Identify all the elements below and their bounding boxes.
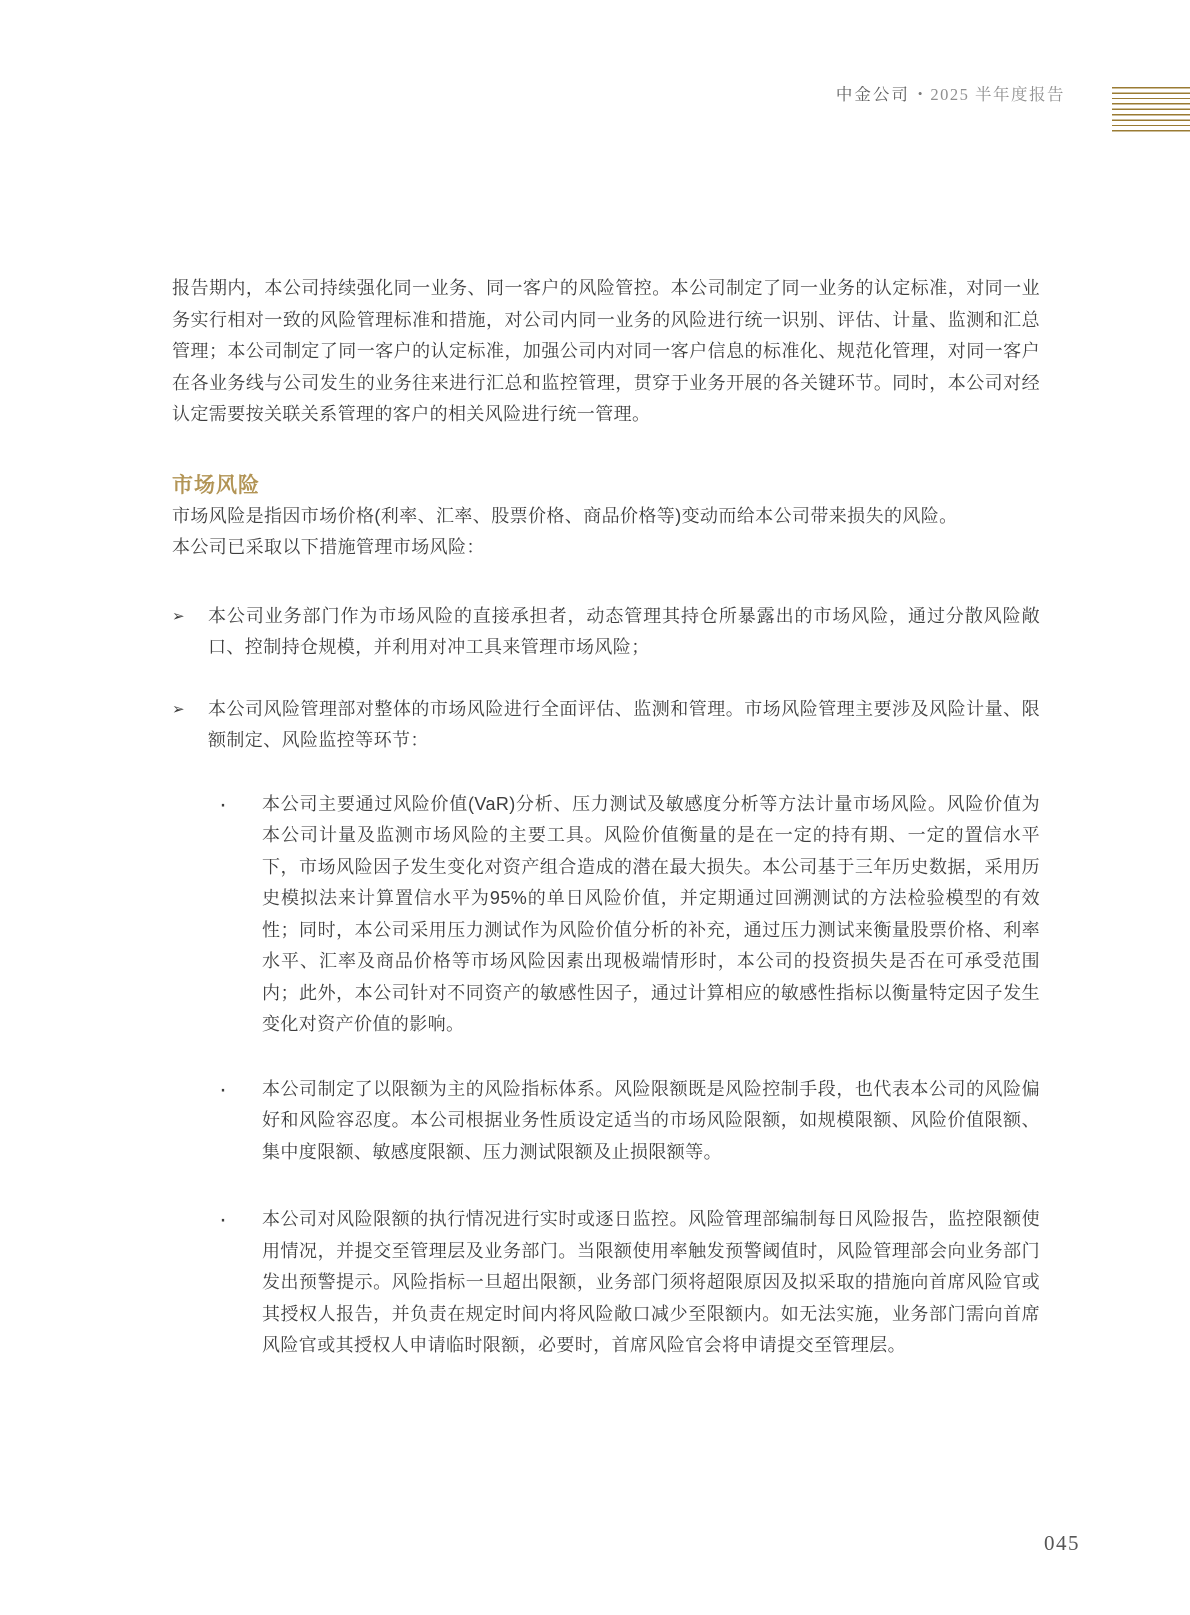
header-report-title: 2025 半年度报告 xyxy=(930,85,1065,104)
gold-stripes-icon xyxy=(1112,87,1190,135)
sublist-item-text: 本公司主要通过风险价值(VaR)分析、压力测试及敏感度分析等方法计量市场风险。风险价值为本公司计量及监测市场风险的主要工具。风险价值衡量的是在一定的持有期、一定的置信水平下，市场风险因子发生变化对资产组合造成的潜在最大损失。本公司基于三年历史数据，采用历史模拟法来计算置信水平为95%的单日风险价值，并定期通过回溯测试的方法检验模型的有效性；同时，本公司采用压力测试作为风险价值分析的补充，通过压力测试来衡量股票价格、利率水平、汇率及商品价格等市场风险因素出现极端情形时，本公司的投资损失是否在可承受范围内；此外，本公司针对不同资产的敏感性因子，通过计算相应的敏感性指标以衡量特定因子发生变化对资产价值的影响。 xyxy=(262,793,1040,1034)
sublist-item-text: 本公司对风险限额的执行情况进行实时或逐日监控。风险管理部编制每日风险报告，监控限额使用情况，并提交至管理层及业务部门。当限额使用率触发预警阈值时，风险管理部会向业务部门发出预警提示。风险指标一旦超出限额，业务部门须将超限原因及拟采取的措施向首席风险官或其授权人报告，并负责在规定时间内将风险敞口减少至限额内。如无法实施，业务部门需向首席风险官或其授权人申请临时限额，必要时，首席风险官会将申请提交至管理层。 xyxy=(262,1209,1040,1355)
sublist-item-limit-monitoring xyxy=(172,1204,1040,1362)
sublist-item-var-measurement xyxy=(172,789,1040,1041)
dot-bullet-icon: · xyxy=(219,1075,228,1103)
dot-bullet-icon: · xyxy=(219,790,228,818)
arrow-bullet-icon: ➢ xyxy=(172,700,185,718)
main-content xyxy=(172,0,1040,1362)
page-number: 045 xyxy=(1044,1531,1080,1555)
list-item-text: 本公司业务部门作为市场风险的直接承担者，动态管理其持仓所暴露出的市场风险，通过分散风险敞口、控制持仓规模，并利用对冲工具来管理市场风险； xyxy=(208,605,1040,657)
list-item-risk-management-dept xyxy=(172,694,1040,757)
header-dot-separator: • xyxy=(917,86,923,101)
measures-intro-paragraph: 本公司已采取以下措施管理市场风险： xyxy=(172,537,485,557)
section-title-market-risk: 市场风险 xyxy=(172,473,260,497)
intro-paragraph: 报告期内，本公司持续强化同一业务、同一客户的风险管控。本公司制定了同一业务的认定标准，对同一业务实行相对一致的风险管理标准和措施，对公司内同一业务的风险进行统一识别、评估、计量、监测和汇总管理；本公司制定了同一客户的认定标准，加强公司内对同一客户信息的标准化、规范化管理，对同一客户在各业务线与公司发生的业务往来进行汇总和监控管理，贯穿于业务开展的各关键环节。同时，本公司对经认定需要按关联关系管理的客户的相关风险进行统一管理。 xyxy=(172,278,1040,424)
header-company-name: 中金公司 xyxy=(835,85,910,104)
arrow-bullet-icon: ➢ xyxy=(172,607,185,625)
sublist-item-text: 本公司制定了以限额为主的风险指标体系。风险限额既是风险控制手段，也代表本公司的风险偏好和风险容忍度。本公司根据业务性质设定适当的市场风险限额，如规模限额、风险价值限额、集中度限额、敏感度限额、压力测试限额及止损限额等。 xyxy=(262,1078,1040,1162)
sublist-item-limit-system xyxy=(172,1074,1040,1169)
market-risk-definition-paragraph: 市场风险是指因市场价格(利率、汇率、股票价格、商品价格等)变动而给本公司带来损失的风险。 xyxy=(172,505,958,526)
dot-bullet-icon: · xyxy=(219,1206,228,1233)
list-item-business-departments xyxy=(172,601,1040,664)
list-item-text: 本公司风险管理部对整体的市场风险进行全面评估、监测和管理。市场风险管理主要涉及风险计量、限额制定、风险监控等环节： xyxy=(208,698,1040,750)
